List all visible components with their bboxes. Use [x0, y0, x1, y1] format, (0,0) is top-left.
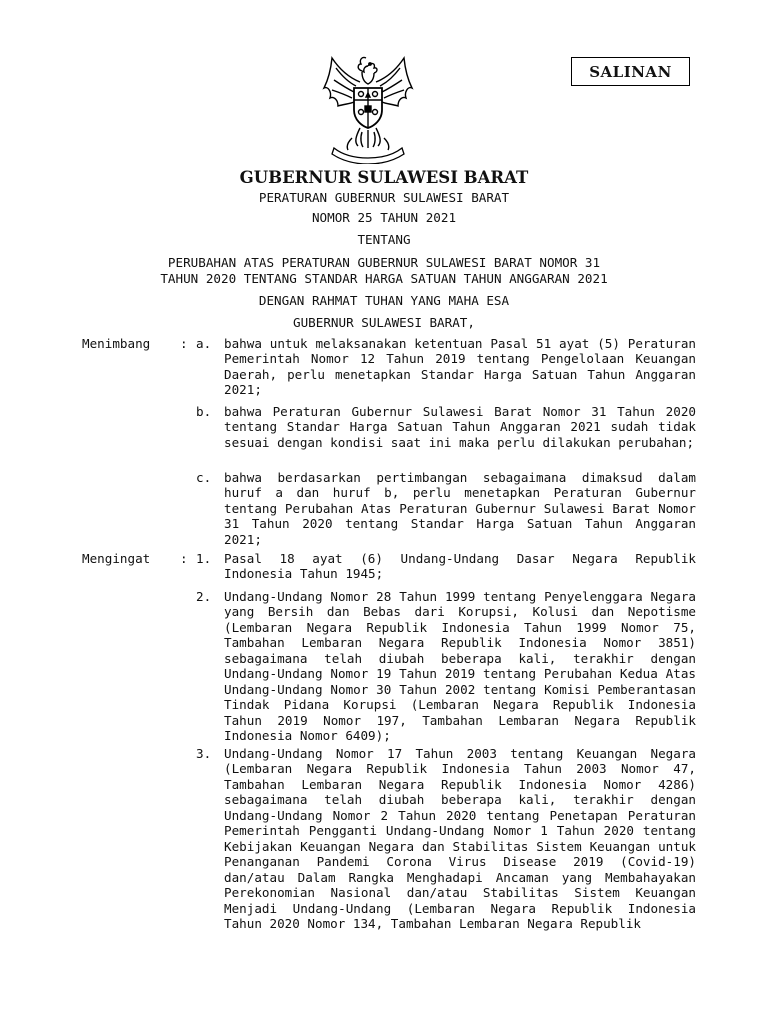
item-marker: 3.: [196, 746, 212, 761]
mengingat-item-3: Undang-Undang Nomor 17 Tahun 2003 tentang Keuangan Negara (Lembaran Negara Republik Indonesia Tahun 2003 Nomor 47, Tambahan Lembaran Negara Republik Indonesia Nomor 4286) sebagaimana telah diubah beberapa kali, terakhir dengan Undang-Undang Nomor 2 Tahun 2020 tentang Penetapan Peraturan Pemerintah Pengganti Undang-Undang Nomor 1 Tahun 2020 tentang Kebijakan Keuangan Negara dan Stabilitas Sistem Keuangan untuk Penanganan Pandemi Corona Virus Disease 2019 (Covid-19) dan/atau Dalam Rangka Menghadapi Ancaman yang Membahayakan Perekonomian Nasional dan/atau Stabilitas Sistem Keuangan Menjadi Undang-Undang (Lembaran Negara Republik Indonesia Tahun 2020 Nomor 134, Tambahan Lembaran Negara Republik: [224, 746, 696, 931]
item-marker: c.: [196, 470, 212, 485]
grace-line: DENGAN RAHMAT TUHAN YANG MAHA ESA: [258, 293, 510, 308]
item-marker: a.: [196, 336, 212, 351]
governor-line: GUBERNUR SULAWESI BARAT,: [293, 315, 475, 330]
document-heading: GUBERNUR SULAWESI BARAT: [239, 168, 529, 187]
item-marker: 2.: [196, 589, 212, 604]
menimbang-colon: :: [180, 336, 188, 351]
item-marker: 1.: [196, 551, 212, 566]
mengingat-item-2: Undang-Undang Nomor 28 Tahun 1999 tentang Penyelenggara Negara yang Bersih dan Bebas dari Korupsi, Kolusi dan Nepotisme (Lembaran Negara Republik Indonesia Tahun 1999 Nomor 75, Tambahan Lembaran Negara Republik Indonesia Nomor 3851) sebagaimana telah diubah beberapa kali, terakhir dengan Undang-Undang Nomor 19 Tahun 2019 tentang Perubahan Kedua Atas Undang-Undang Nomor 30 Tahun 2002 tentang Komisi Pemberantasan Tindak Pidana Korupsi (Lembaran Negara Republik Indonesia Tahun 2019 Nomor 197, Tambahan Lembaran Negara Republik Indonesia Nomor 6409);: [224, 589, 696, 744]
menimbang-item-c: bahwa berdasarkan pertimbangan sebagaimana dimaksud dalam huruf a dan huruf b, perlu menetapkan Peraturan Gubernur tentang Perubahan Atas Peraturan Gubernur Sulawesi Barat Nomor 31 Tahun 2020 tentang Standar Harga Satuan Tahun Anggaran 2021;: [224, 470, 696, 547]
menimbang-item-a: bahwa untuk melaksanakan ketentuan Pasal 51 ayat (5) Peraturan Pemerintah Nomor 12 Tahun 2019 tentang Pengelolaan Keuangan Daerah, perlu menetapkan Standar Harga Satuan Tahun Anggaran 2021;: [224, 336, 696, 398]
garuda-pancasila-icon: [316, 52, 420, 164]
about-label: TENTANG: [357, 232, 411, 247]
menimbang-label: Menimbang: [82, 336, 151, 351]
menimbang-item-b: bahwa Peraturan Gubernur Sulawesi Barat Nomor 31 Tahun 2020 tentang Standar Harga Satuan Tahun Anggaran 2021 sudah tidak sesuai dengan kondisi saat ini maka perlu dilakukan perubahan;: [224, 404, 696, 450]
item-marker: b.: [196, 404, 212, 419]
subject-line-2: TAHUN 2020 TENTANG STANDAR HARGA SATUAN TAHUN ANGGARAN 2021: [160, 271, 608, 286]
regulation-number: NOMOR 25 TAHUN 2021: [311, 210, 457, 225]
mengingat-label: Mengingat: [82, 551, 151, 566]
regulation-type: PERATURAN GUBERNUR SULAWESI BARAT: [258, 190, 510, 205]
mengingat-colon: :: [180, 551, 188, 566]
mengingat-item-1: Pasal 18 ayat (6) Undang-Undang Dasar Negara Republik Indonesia Tahun 1945;: [224, 551, 696, 582]
salinan-stamp: SALINAN: [571, 57, 690, 86]
subject-line-1: PERUBAHAN ATAS PERATURAN GUBERNUR SULAWESI BARAT NOMOR 31: [167, 255, 601, 270]
